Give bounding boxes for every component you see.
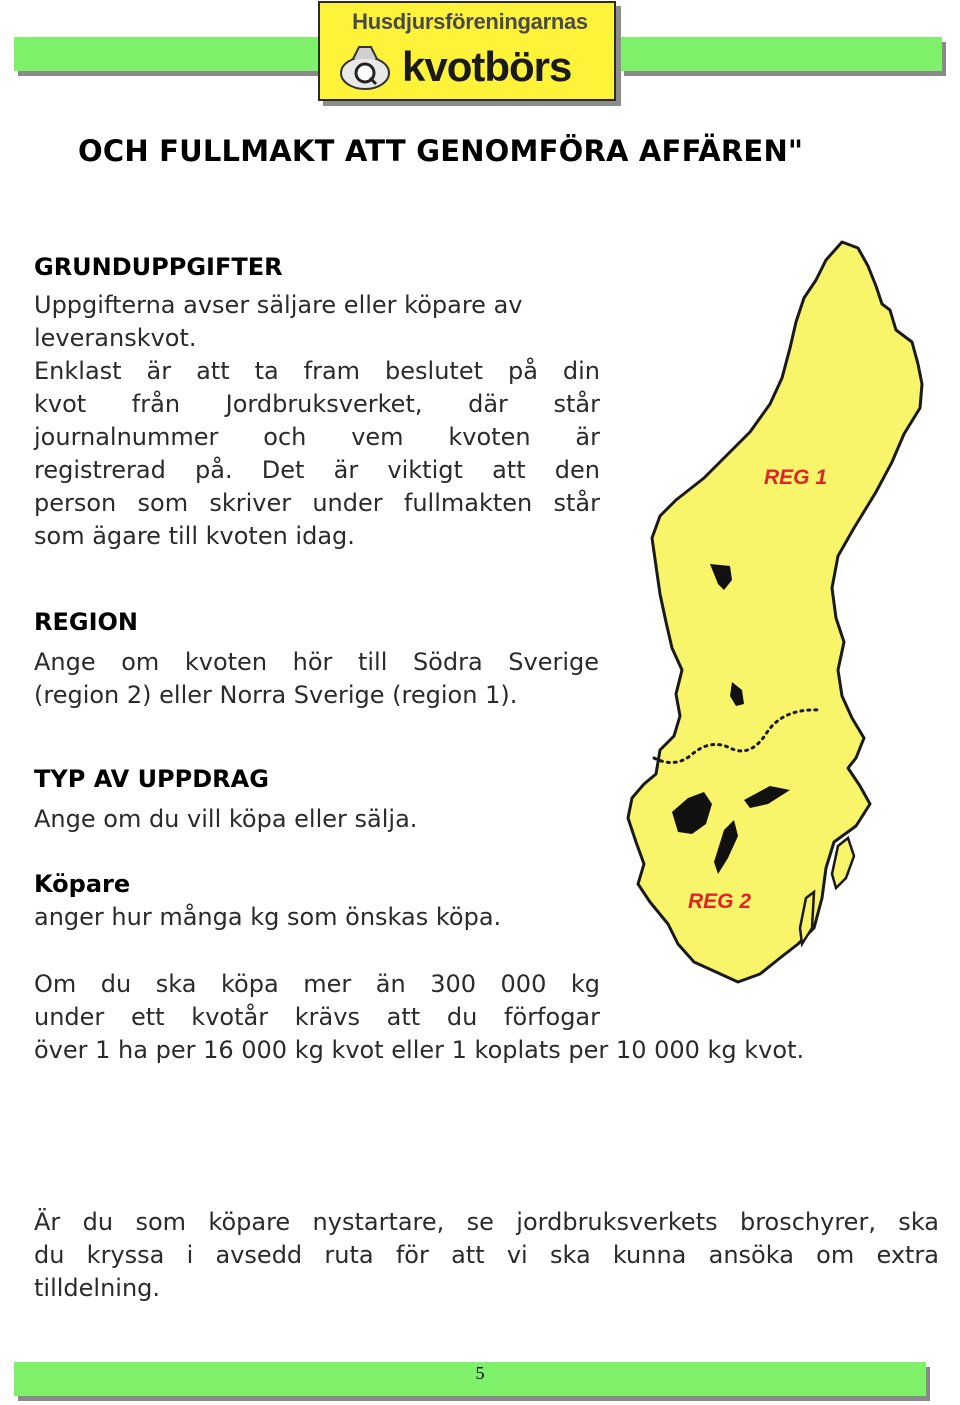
region-1-label: REG 1 [764,466,828,489]
header-bar-right [620,37,942,71]
region-line-2: (region 2) eller Norra Sverige (region 1). [34,681,518,709]
om-line-1: Om du ska köpa mer än 300 000 kg [34,970,600,998]
om-line-3: över 1 ha per 16 000 kg kvot eller 1 koplats per 10 000 kg kvot. [34,1036,805,1064]
section-title-typ-av-uppdrag: TYP AV UPPDRAG [34,765,269,793]
money-bag-icon [338,43,392,91]
grund-line-7: person som skriver under fullmakten står [34,489,600,517]
section-title-grunduppgifter: GRUNDUPPGIFTER [34,253,283,281]
grund-line-1: Uppgifterna avser säljare eller köpare av [34,291,523,319]
region-line-1: Ange om kvoten hör till Södra Sverige [34,648,599,676]
header-bar-left [14,37,318,71]
grund-line-8: som ägare till kvoten idag. [34,522,355,550]
nystart-line-2: du kryssa i avsedd ruta för att vi ska kunna ansöka om extra [34,1241,939,1269]
section-title-kopare: Köpare [34,870,131,898]
nystart-line-1: Är du som köpare nystartare, se jordbruksverkets broschyrer, ska [34,1208,939,1236]
typ-line-1: Ange om du vill köpa eller sälja. [34,805,418,833]
logo [318,1,616,101]
section-title-region: REGION [34,608,138,636]
grund-line-2: leveranskvot. [34,324,197,352]
gotland-island [832,838,854,888]
kopare-line-1: anger hur många kg som önskas köpa. [34,903,502,931]
sweden-mainland-shape [628,242,922,982]
grund-line-5: journalnummer och vem kvoten är [34,423,600,451]
page-number: 5 [475,1363,485,1383]
grund-line-3: Enklast är att ta fram beslutet på din [34,357,600,385]
grund-line-4: kvot från Jordbruksverket, där står [34,390,600,418]
region-2-label: REG 2 [688,890,752,913]
logo-title: Husdjursföreningarnas [352,9,588,34]
page-title: OCH FULLMAKT ATT GENOMFÖRA AFFÄREN" [78,134,804,168]
logo-subtitle: kvotbörs [402,43,572,90]
sweden-region-map [620,238,960,1018]
om-line-2: under ett kvotår krävs att du förfogar [34,1003,600,1031]
nystart-line-3: tilldelning. [34,1274,161,1302]
grund-line-6: registrerad på. Det är viktigt att den [34,456,600,484]
